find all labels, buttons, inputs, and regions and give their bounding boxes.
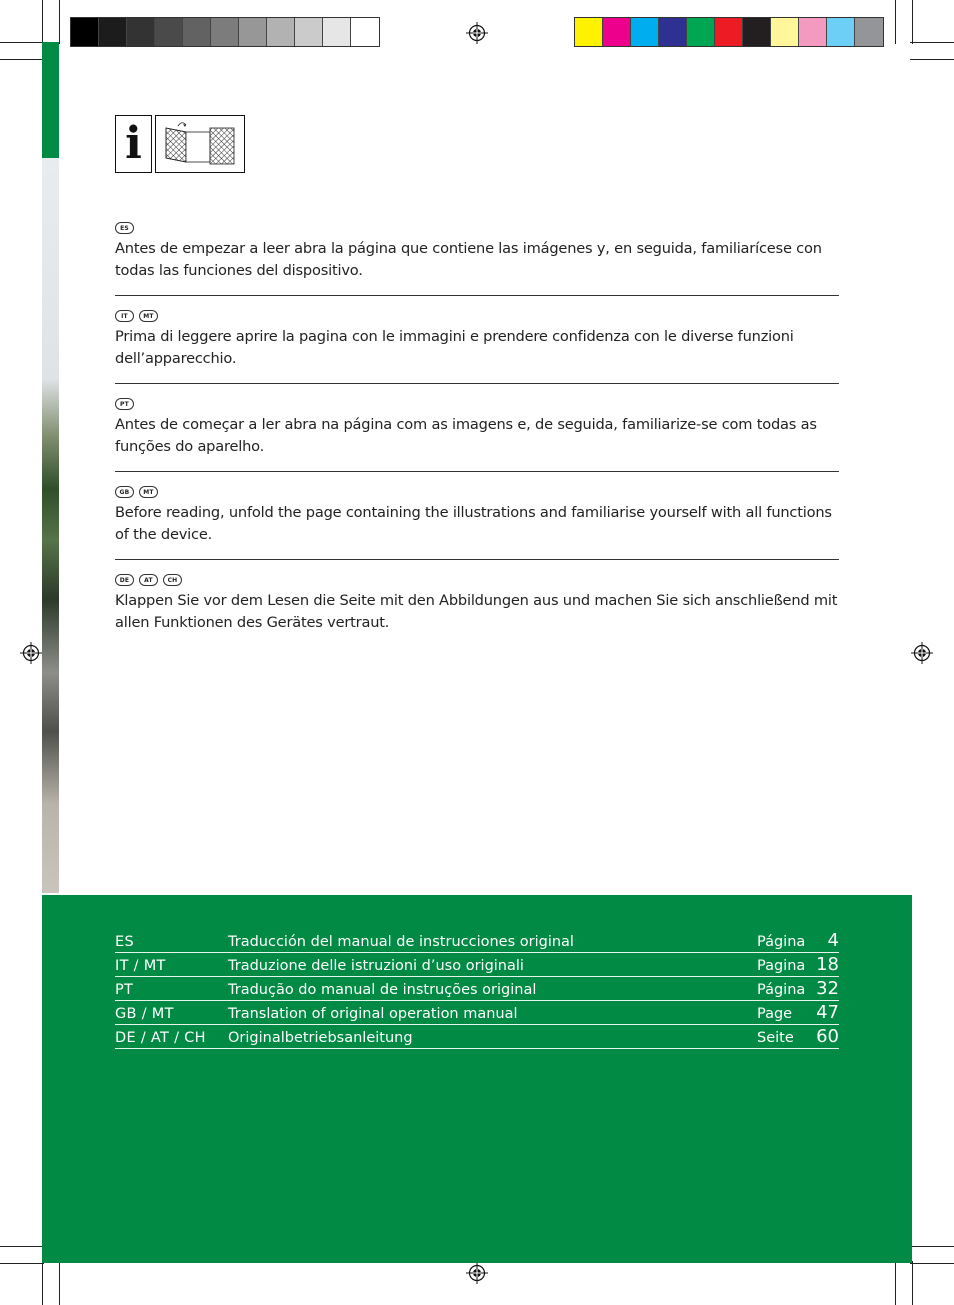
divider <box>115 559 839 560</box>
process-color-bar <box>574 17 884 47</box>
toc-row[interactable] <box>115 953 839 977</box>
color-swatch <box>743 18 771 46</box>
toc-title: Tradução do manual de instruções original <box>228 982 537 998</box>
language-section-gb-mt <box>115 486 839 546</box>
section-text: Before reading, unfold the page containing the illustrations and familiarise yourself with all functions of the device. <box>115 504 832 543</box>
crop-mark <box>0 1246 44 1247</box>
crop-mark <box>59 1261 60 1305</box>
language-badges <box>115 398 839 411</box>
color-swatch <box>771 18 799 46</box>
color-swatch <box>267 18 295 46</box>
language-section-pt <box>115 398 839 458</box>
color-swatch <box>687 18 715 46</box>
color-swatch <box>155 18 183 46</box>
toc-page-word: Page <box>757 1006 793 1022</box>
toc-page-number: 47 <box>816 1002 839 1023</box>
language-badges <box>115 574 839 587</box>
crop-mark <box>0 42 44 43</box>
color-swatch <box>295 18 323 46</box>
color-swatch <box>127 18 155 46</box>
toc-row[interactable] <box>115 929 839 953</box>
left-photo-strip <box>42 158 59 893</box>
language-badge: GB <box>115 486 134 498</box>
crop-mark <box>912 1261 913 1305</box>
left-green-strip <box>42 42 59 158</box>
toc-row[interactable] <box>115 977 839 1001</box>
language-section-it-mt <box>115 310 839 370</box>
color-swatch <box>323 18 351 46</box>
grayscale-color-bar <box>70 17 380 47</box>
registration-mark-icon <box>466 1262 488 1284</box>
color-swatch <box>827 18 855 46</box>
language-badge: MT <box>139 310 158 322</box>
registration-mark-icon <box>911 642 933 664</box>
toc-row[interactable] <box>115 1025 839 1049</box>
color-swatch <box>211 18 239 46</box>
crop-mark <box>42 1261 43 1305</box>
toc-title: Traduzione delle istruzioni d’uso originali <box>228 958 524 974</box>
crop-mark <box>0 1263 44 1264</box>
toc-language-code: DE / AT / CH <box>115 1030 206 1046</box>
toc-page-number: 32 <box>816 978 839 999</box>
registration-mark-icon <box>466 22 488 44</box>
color-swatch <box>855 18 883 46</box>
color-swatch <box>659 18 687 46</box>
color-swatch <box>239 18 267 46</box>
language-section-es <box>115 222 839 282</box>
language-badge: MT <box>139 486 158 498</box>
divider <box>115 471 839 472</box>
toc-page-word: Página <box>757 934 806 950</box>
color-swatch <box>575 18 603 46</box>
info-icon <box>115 115 152 173</box>
toc-title: Originalbetriebsanleitung <box>228 1030 413 1046</box>
toc-page-number: 4 <box>827 930 839 951</box>
crop-mark <box>895 1261 896 1305</box>
language-section-de-at-ch <box>115 574 839 634</box>
color-swatch <box>71 18 99 46</box>
color-swatch <box>603 18 631 46</box>
toc-row[interactable] <box>115 1001 839 1025</box>
crop-mark <box>59 0 60 44</box>
color-swatch <box>715 18 743 46</box>
section-text: Klappen Sie vor dem Lesen die Seite mit den Abbildungen aus und machen Sie sich anschließend mit allen Funktionen des Gerätes vertraut. <box>115 592 838 631</box>
section-text: Antes de empezar a leer abra la página que contiene las imágenes y, en seguida, familiarícese con todas las funciones del dispositivo. <box>115 240 822 279</box>
registration-mark-icon <box>20 642 42 664</box>
crop-mark <box>910 1246 954 1247</box>
toc-page-word: Seite <box>757 1030 794 1046</box>
divider <box>115 295 839 296</box>
info-letter: i <box>125 118 142 169</box>
toc-language-code: ES <box>115 934 134 950</box>
crop-mark <box>910 42 954 43</box>
crop-mark <box>912 0 913 44</box>
crop-mark <box>910 59 954 60</box>
section-text: Antes de começar a ler abra na página com as imagens e, de seguida, familiarize-se com todas as funções do aparelho. <box>115 416 817 455</box>
toc-title: Traducción del manual de instrucciones original <box>228 934 574 950</box>
language-badge: DE <box>115 574 134 586</box>
toc-title: Translation of original operation manual <box>228 1006 518 1022</box>
language-badge: PT <box>115 398 134 410</box>
table-of-contents <box>115 929 839 1049</box>
toc-page-number: 18 <box>816 954 839 975</box>
crop-mark <box>910 1263 954 1264</box>
fold-out-page-icon <box>155 115 245 173</box>
language-badge: ES <box>115 222 134 234</box>
crop-mark <box>42 0 43 44</box>
toc-page-number: 60 <box>816 1026 839 1047</box>
color-swatch <box>631 18 659 46</box>
color-swatch <box>99 18 127 46</box>
language-badge: CH <box>163 574 182 586</box>
section-text: Prima di leggere aprire la pagina con le immagini e prendere confidenza con le diverse funzioni dell’apparecchio. <box>115 328 794 367</box>
toc-language-code: GB / MT <box>115 1006 174 1022</box>
language-badges <box>115 310 839 323</box>
toc-language-code: IT / MT <box>115 958 166 974</box>
toc-page-word: Página <box>757 982 806 998</box>
toc-page-word: Pagina <box>757 958 806 974</box>
language-badges <box>115 486 839 499</box>
crop-mark <box>895 0 896 44</box>
language-badge: IT <box>115 310 134 322</box>
color-swatch <box>799 18 827 46</box>
toc-language-code: PT <box>115 982 134 998</box>
language-badges <box>115 222 839 235</box>
language-badge: AT <box>139 574 158 586</box>
color-swatch <box>351 18 379 46</box>
color-swatch <box>183 18 211 46</box>
divider <box>115 383 839 384</box>
crop-mark <box>0 59 44 60</box>
